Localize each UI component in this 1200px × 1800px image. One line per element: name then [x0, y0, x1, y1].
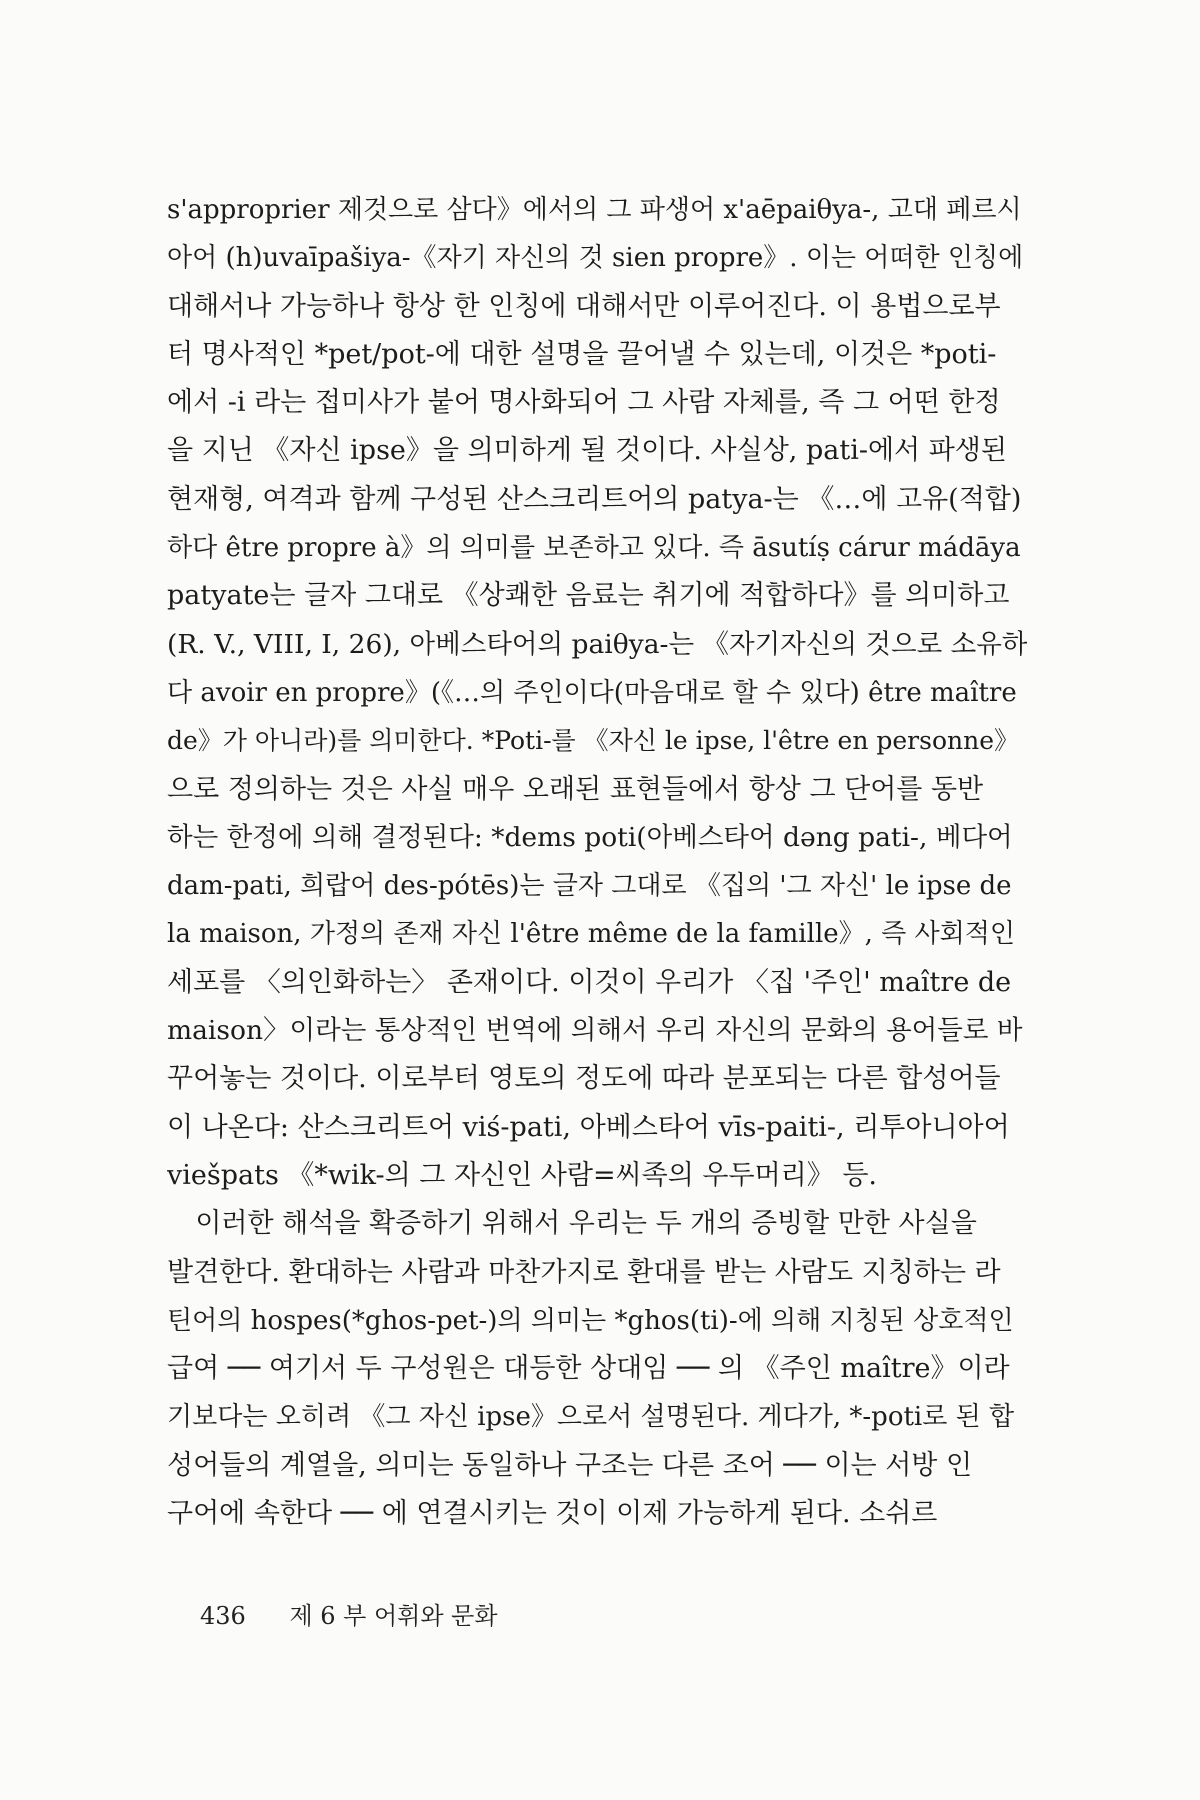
paragraph-2 [167, 1200, 1027, 1538]
text-line: (R. V., VIII, I, 26), 아베스타어의 paiθya-는 《자기자신의 것으로 소유하 [167, 628, 1027, 660]
text-line: la maison, 가정의 존재 자신 l'être même de la famille》, 즉 사회적인 [167, 919, 1016, 950]
text-line: 기보다는 오히려 《그 자신 ipse》으로서 설명된다. 게다가, *-poti로 된 합 [167, 1402, 1015, 1433]
text-line: 으로 정의하는 것은 사실 매우 오래된 표현들에서 항상 그 단어를 동반 [167, 773, 984, 805]
text-line: dam-pati, 희랍어 des-pótēs)는 글자 그대로 《집의 '그 자신' le ipse de [167, 871, 1012, 902]
text-line: 이러한 해석을 확증하기 위해서 우리는 두 개의 증빙할 만한 사실을 [195, 1208, 977, 1240]
text-line: 현재형, 여격과 함께 구성된 산스크리트어의 patya-는 《…에 고유(적합) [167, 483, 1022, 515]
text-line: 꾸어놓는 것이다. 이로부터 영토의 정도에 따라 분포되는 다른 합성어들 [167, 1063, 1001, 1095]
text-line: 구어에 속한다 ── 에 연결시키는 것이 이제 가능하게 된다. 소쉬르 [167, 1498, 938, 1530]
section-title: 제 6 부 어휘와 문화 [289, 1602, 498, 1630]
text-line: 성어들의 계열을, 의미는 동일하나 구조는 다른 조어 ── 이는 서방 인 [167, 1449, 973, 1481]
text-line: 급여 ── 여기서 두 구성원은 대등한 상대임 ── 의 《주인 maître》이라 [167, 1353, 1010, 1385]
text-line: 대해서나 가능하나 항상 한 인칭에 대해서만 이루어진다. 이 용법으로부 [167, 290, 1001, 322]
text-line: 이 나온다: 산스크리트어 viś-pati, 아베스타어 vīs-paiti-, 리투아니아어 [167, 1111, 1010, 1143]
text-line: 을 지닌 《자신 ipse》을 의미하게 될 것이다. 사실상, pati-에서 파생된 [167, 435, 1007, 467]
paragraph-1 [167, 186, 1027, 1200]
text-line: patyate는 글자 그대로 《상쾌한 음료는 취기에 적합하다》를 의미하고 [167, 580, 1010, 612]
text-line: s'approprier 제것으로 삼다》에서의 그 파생어 x'aēpaiθya-, 고대 페르시 [167, 195, 1022, 225]
text-line: viešpats 《*wik-의 그 자신인 사람=씨족의 우두머리》 등. [167, 1159, 877, 1191]
text-line: 에서 -i 라는 접미사가 붙어 명사화되어 그 사람 자체를, 즉 그 어떤 한정 [167, 387, 1001, 419]
text-line: 터 명사적인 *pet/pot-에 대한 설명을 끌어낼 수 있는데, 이것은 *poti- [167, 338, 997, 370]
page-footer [200, 1596, 498, 1631]
text-line: maison〉이라는 통상적인 번역에 의해서 우리 자신의 문화의 용어들로 바 [167, 1015, 1023, 1047]
text-line: 틴어의 hospes(*ghos-pet-)의 의미는 *ghos(ti)-에 의해 지칭된 상호적인 [167, 1305, 1014, 1336]
text-line: 아어 (h)uvaīpašiya-《자기 자신의 것 sien propre》. 이는 어떠한 인칭에 [167, 243, 1024, 274]
text-line: 하는 한정에 의해 결정된다: *dems poti(아베스타어 dəng pati-, 베다어 [167, 821, 1013, 853]
text-line: 다 avoir en propre》(《…의 주인이다(마음대로 할 수 있다) être maître [167, 677, 1017, 708]
text-line: 발견한다. 환대하는 사람과 마찬가지로 환대를 받는 사람도 지칭하는 라 [167, 1256, 1001, 1288]
text-line: 세포를 〈의인화하는〉 존재이다. 이것이 우리가 〈집 '주인' maître de [167, 966, 1012, 998]
text-line: 하다 être propre à》의 의미를 보존하고 있다. 즉 āsutíṣ cárur mádāya [167, 533, 1021, 564]
text-line: de》가 아니라)를 의미한다. *Poti-를 《자신 le ipse, l'être en personne》 [167, 726, 1020, 756]
body-text [167, 186, 1027, 1538]
page-number: 436 [200, 1602, 246, 1630]
